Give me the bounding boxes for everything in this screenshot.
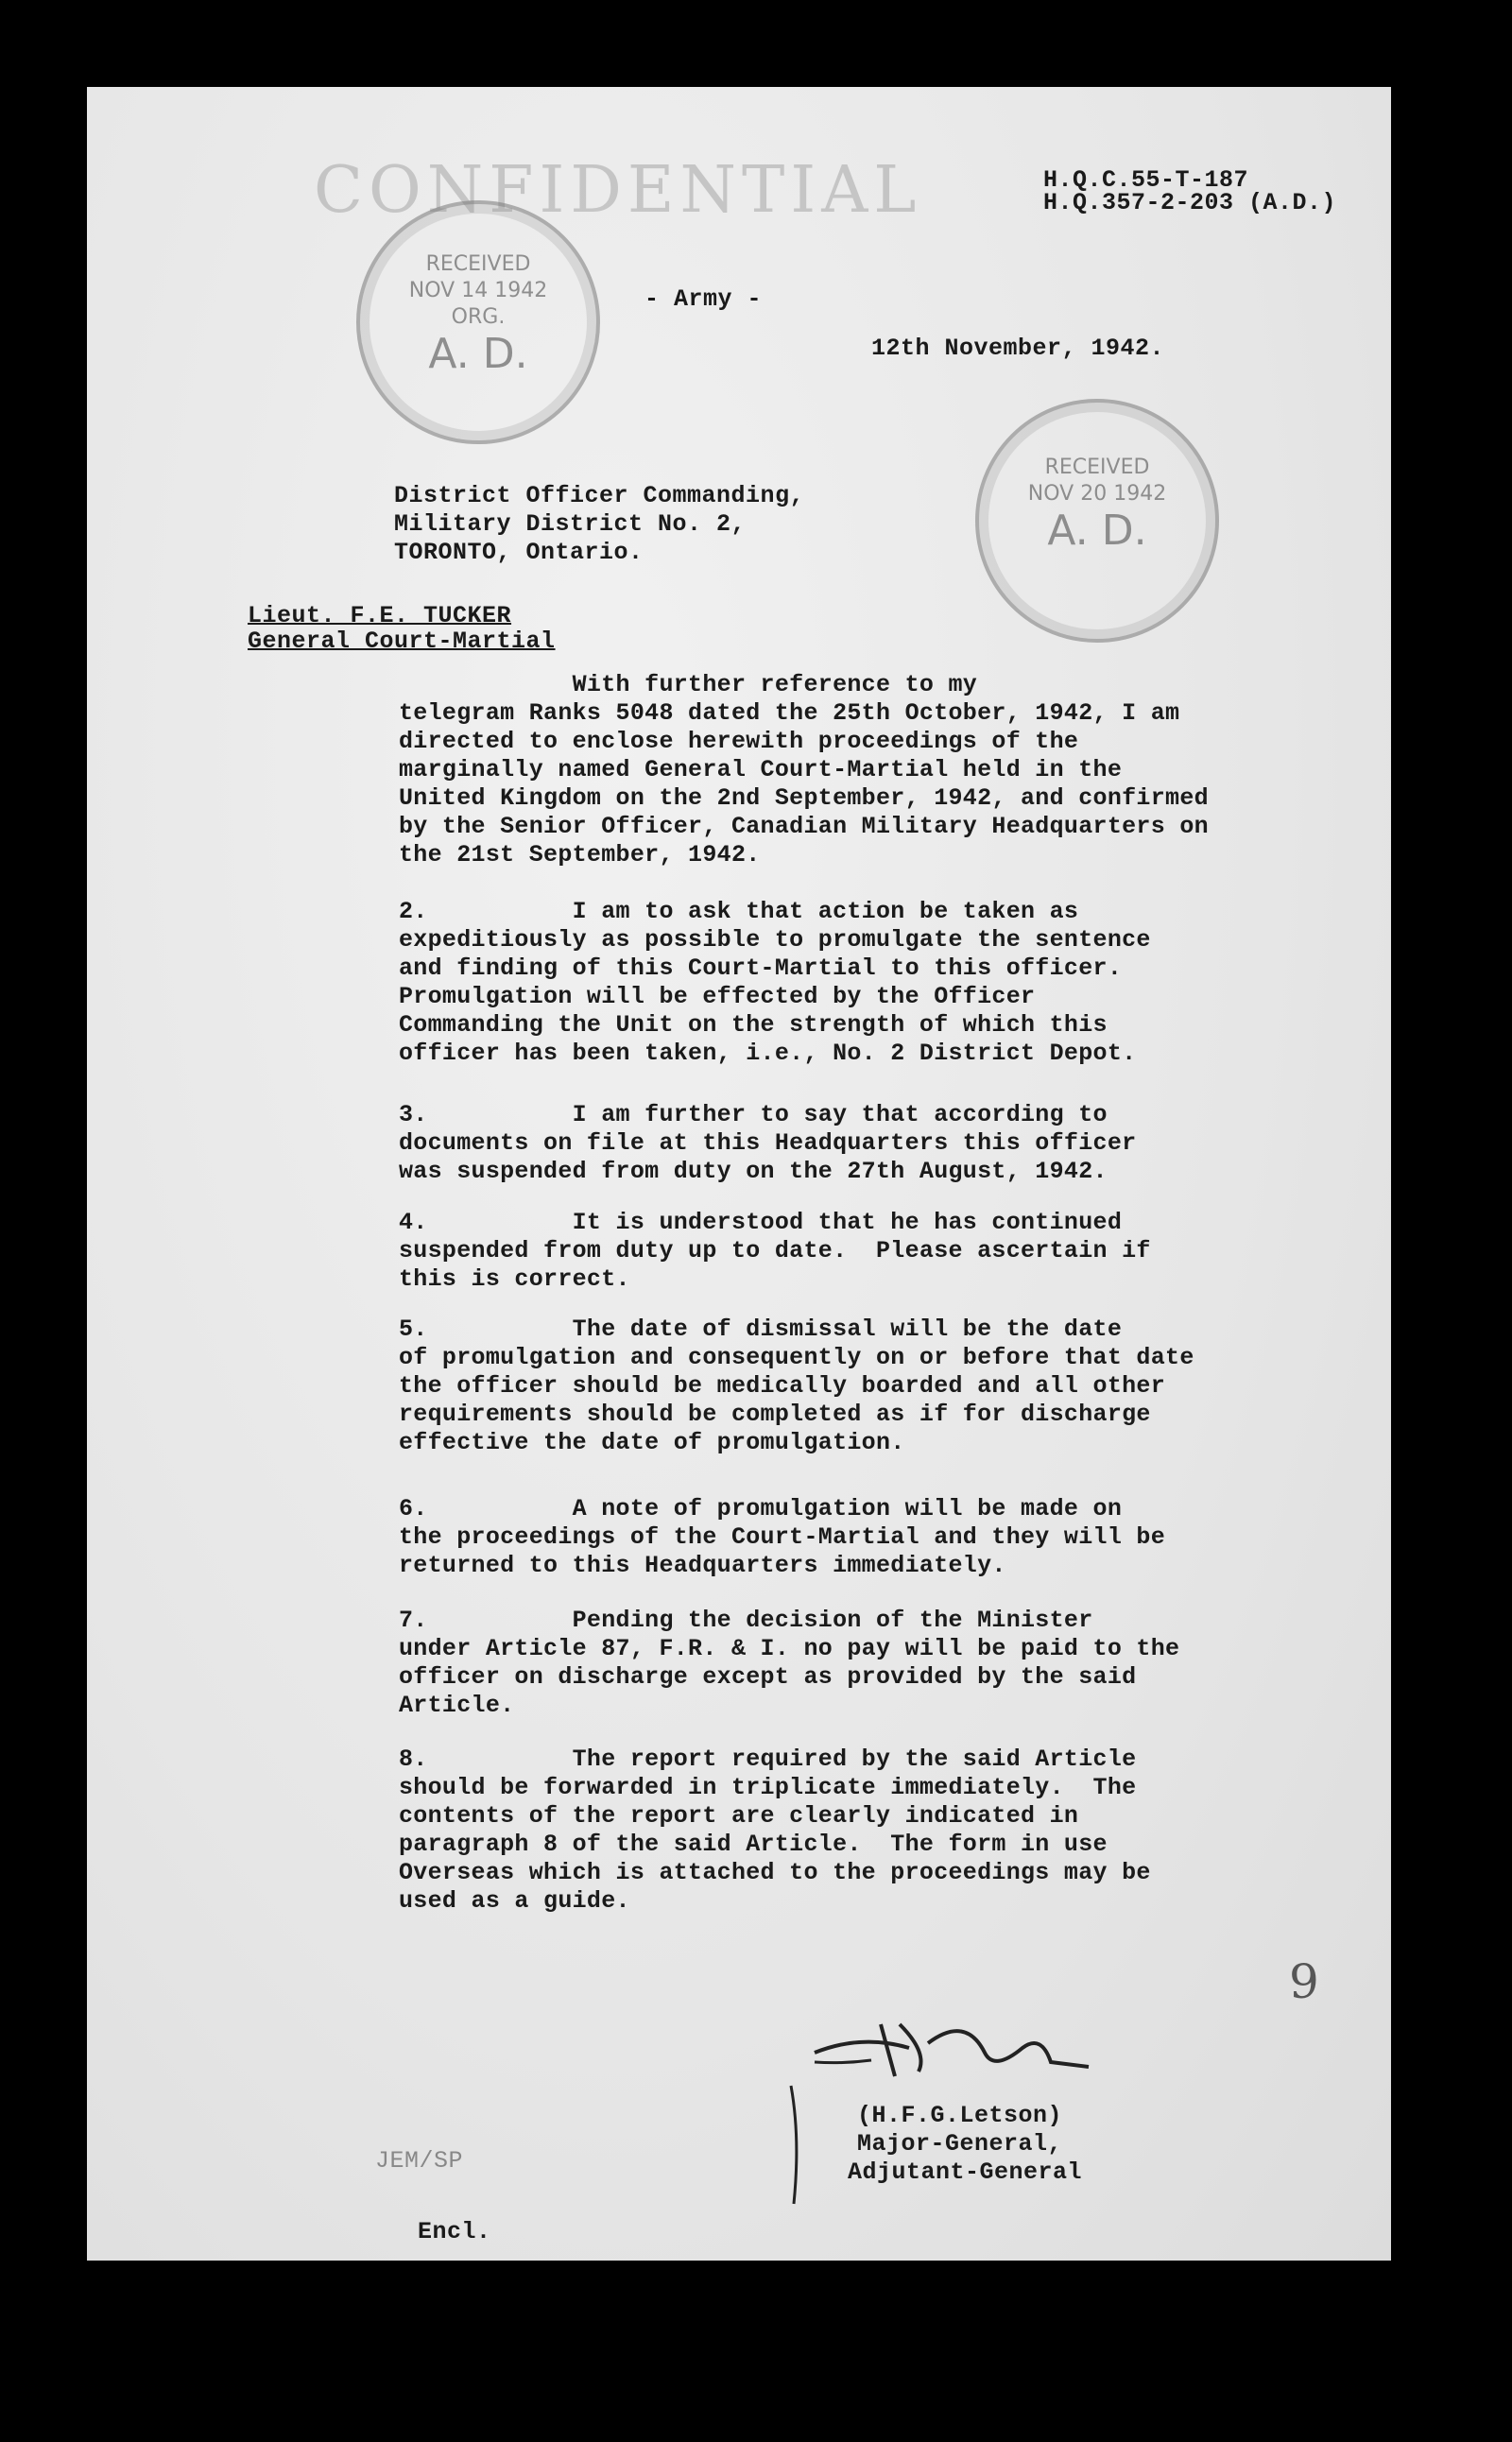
classification: - Army - [644,285,763,313]
enclosure-note: Encl. [418,2218,491,2245]
subject-line-2: General Court-Martial [248,628,556,655]
page-number: 9 [1289,1954,1320,2009]
subject-line-1: Lieut. F.E. TUCKER [248,602,512,629]
document-page [87,87,1391,2261]
reference-line-2: H.Q.357-2-203 (A.D.) [1043,189,1337,216]
signatory-rank: Major-General, [857,2130,1063,2158]
signature-scrawl [805,1996,1108,2119]
signatory-title: Adjutant-General [848,2158,1083,2186]
addressee-line-3: TORONTO, Ontario. [394,539,644,566]
paragraph-2: 2. I am to ask that action be taken as expeditiously as possible to promulgate the sentence and finding of this Court-Martial to this officer. Promulgation will be effected by the Officer Commanding the Unit on the strength of which this officer has been taken, i.e., No. 2 District Depot. [399,898,1151,1067]
paragraph-3: 3. I am further to say that according to documents on file at this Headquarters this officer was suspended from duty on the 27th August, 1942. [399,1101,1137,1185]
confidential-watermark: CONFIDENTIAL [314,153,922,228]
paragraph-5: 5. The date of dismissal will be the date of promulgation and consequently on or before that date the officer should be medically boarded and all other requirements should be completed as if for discharge effective the date of promulgation. [399,1316,1194,1456]
paragraph-8: 8. The report required by the said Article should be forwarded in triplicate immediately. The contents of the report are clearly indicated in paragraph 8 of the said Article. The form in use Overseas which is attached to the proceedings may be used as a guide. [399,1746,1151,1915]
paragraph-7: 7. Pending the decision of the Minister under Article 87, F.R. & I. no pay will be paid to the officer on discharge except as provided by the said Article. [399,1607,1180,1719]
received-stamp-1: RECEIVED NOV 14 1942 ORG. A. D. [356,200,600,444]
addressee-line-1: District Officer Commanding, [394,482,805,509]
paragraph-4: 4. It is understood that he has continued suspended from duty up to date. Please ascertain if this is correct. [399,1209,1151,1293]
paragraph-6: 6. A note of promulgation will be made on the proceedings of the Court-Martial and they will be returned to this Headquarters immediately. [399,1495,1166,1579]
paragraph-1: With further reference to my telegram Ranks 5048 dated the 25th October, 1942, I am directed to enclose herewith proceedings of the marginally named General Court-Martial held in the United Kingdom on the 2nd September, 1942, and confirmed by the Senior Officer, Canadian Military Headquarters on the 21st September, 1942. [399,671,1209,868]
reference-line-1: H.Q.C.55-T-187 [1043,166,1249,194]
received-stamp-2: RECEIVED NOV 20 1942 A. D. [975,399,1219,643]
letter-date: 12th November, 1942. [871,335,1165,362]
addressee-line-2: Military District No. 2, [394,510,747,538]
signature-bracket [786,2081,815,2213]
typist-initials: JEM/SP [375,2147,464,2175]
signatory-name: (H.F.G.Letson) [857,2102,1063,2129]
